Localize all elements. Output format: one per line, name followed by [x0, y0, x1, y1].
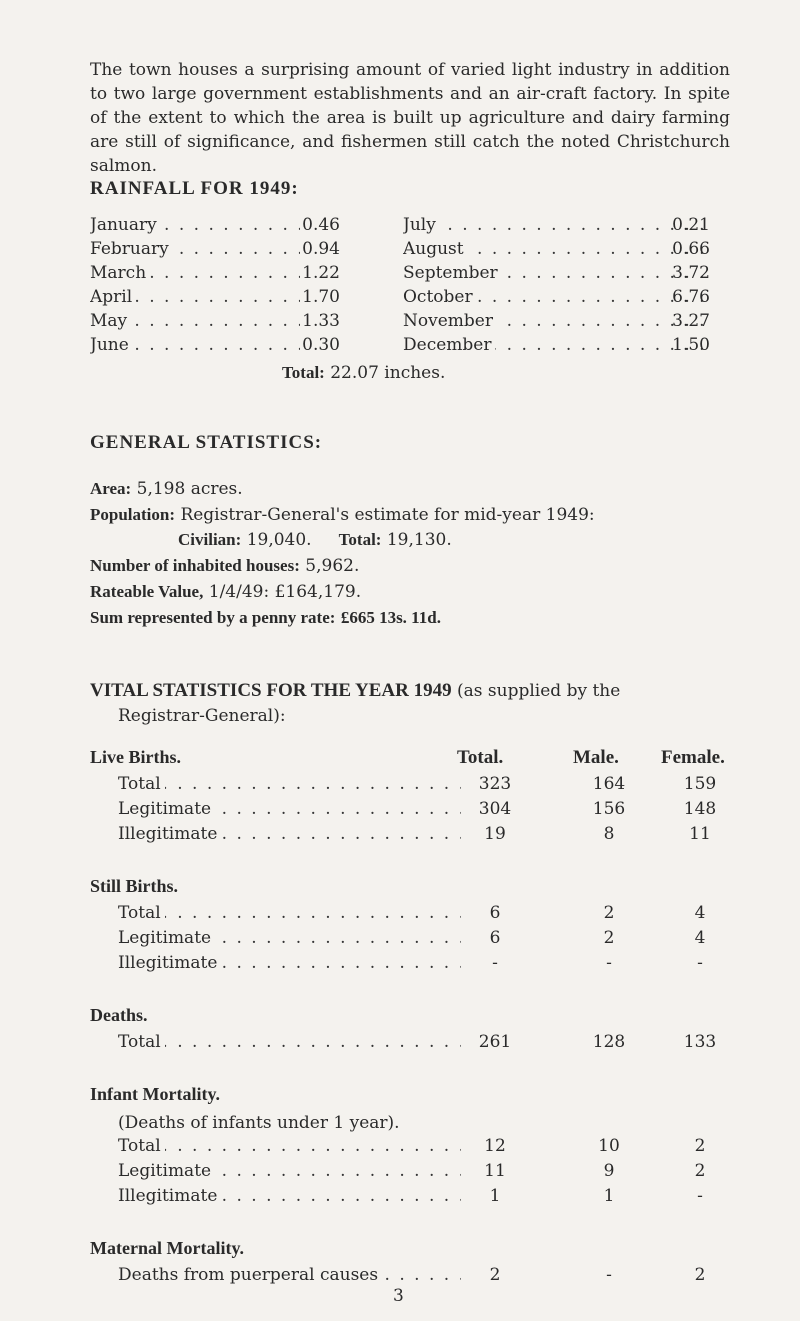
rainfall-value: 0.30 [302, 335, 340, 355]
cell-male: 8 [603, 824, 615, 844]
cell-female: 4 [694, 903, 706, 923]
col-header-male: Male. [573, 747, 619, 768]
row-label-leader [118, 1160, 461, 1182]
rainfall-value: 1.33 [302, 311, 340, 331]
col-header-female: Female. [661, 747, 725, 768]
cell-female: 159 [683, 774, 717, 794]
area-label: Area: [90, 479, 132, 498]
table-row [118, 1160, 738, 1182]
table-row [118, 1185, 738, 1207]
rainfall-month: October [403, 287, 477, 307]
row-label-leader [118, 773, 461, 795]
row-label: Total [118, 1136, 165, 1156]
cell-total: 6 [489, 903, 501, 923]
row-label-leader [118, 1031, 461, 1053]
civilian-line [178, 527, 452, 553]
rainfall-month: April [90, 287, 136, 307]
rainfall-row [90, 334, 346, 356]
rainfall-row [403, 310, 716, 332]
cell-female: 2 [694, 1136, 706, 1156]
penny-rate-value: £665 13s. 11d. [340, 608, 441, 627]
cell-total: - [492, 953, 498, 973]
vital-section-title: Maternal Mortality. [90, 1238, 244, 1258]
rainfall-value: 3.72 [672, 263, 710, 283]
row-label: Total [118, 903, 165, 923]
rainfall-row [90, 286, 346, 308]
rainfall-month: July [403, 215, 440, 235]
vital-section-title: Deaths. [90, 1005, 148, 1025]
cell-total: 261 [478, 1032, 512, 1052]
cell-male: - [606, 1265, 612, 1285]
vital-heading-note: (as supplied by the [457, 681, 621, 701]
rainfall-month: November [403, 311, 497, 331]
rainfall-row [403, 286, 716, 308]
col-header-total: Total. [457, 747, 504, 768]
cell-total: 304 [478, 799, 512, 819]
cell-female: 2 [694, 1265, 706, 1285]
table-row [118, 798, 738, 820]
rainfall-month: June [90, 335, 133, 355]
area-line [90, 476, 243, 502]
table-row [118, 927, 738, 949]
rainfall-month: August [403, 239, 468, 259]
rainfall-month: January [90, 215, 161, 235]
rainfall-month: December [403, 335, 495, 355]
population-label: Population: [90, 505, 176, 524]
cell-female: 2 [694, 1161, 706, 1181]
row-label: Illegitimate [118, 953, 221, 973]
table-row [118, 823, 738, 845]
rainfall-month: September [403, 263, 502, 283]
rainfall-row [90, 238, 346, 260]
row-label-leader [118, 1185, 461, 1207]
rainfall-value: 1.50 [672, 335, 710, 355]
cell-male: 2 [603, 928, 615, 948]
rainfall-row [403, 238, 716, 260]
cell-total: 6 [489, 928, 501, 948]
rateable-value: 1/4/49: £164,179. [208, 582, 362, 602]
row-label: Total [118, 1032, 165, 1052]
rainfall-value: 1.70 [302, 287, 340, 307]
rateable-line [90, 579, 361, 605]
rainfall-total-label: Total: [282, 363, 325, 382]
rainfall-month-leader [90, 238, 300, 260]
population-text: Registrar-General's estimate for mid-year 1949: [180, 505, 595, 525]
row-label-leader [118, 1135, 461, 1157]
cell-female: 4 [694, 928, 706, 948]
vital-heading-note-2: Registrar-General): [118, 706, 286, 726]
general-heading: GENERAL STATISTICS: [90, 432, 323, 453]
cell-male: - [606, 953, 612, 973]
cell-male: 1 [603, 1186, 615, 1206]
rainfall-month: March [90, 263, 150, 283]
row-label: Legitimate [118, 928, 215, 948]
cell-male: 128 [592, 1032, 626, 1052]
cell-male: 156 [592, 799, 626, 819]
row-label: Deaths from puerperal causes [118, 1265, 382, 1285]
penny-rate-line [90, 605, 441, 631]
rainfall-row [403, 262, 716, 284]
population-total-value: 19,130. [386, 530, 452, 550]
rainfall-row [90, 310, 346, 332]
area-value: 5,198 acres. [136, 479, 243, 499]
cell-female: 133 [683, 1032, 717, 1052]
vital-heading-line [90, 678, 620, 704]
rainfall-value: 0.46 [302, 215, 340, 235]
rainfall-month-leader [90, 334, 300, 356]
cell-male: 9 [603, 1161, 615, 1181]
penny-rate-label: Sum represented by a penny rate: [90, 608, 336, 627]
vital-heading: VITAL STATISTICS FOR THE YEAR 1949 [90, 680, 452, 701]
cell-female: - [697, 953, 703, 973]
houses-label: Number of inhabited houses: [90, 556, 300, 575]
row-label: Illegitimate [118, 1186, 221, 1206]
table-row [118, 952, 738, 974]
rainfall-value: 0.94 [302, 239, 340, 259]
row-label: Legitimate [118, 1161, 215, 1181]
civilian-value: 19,040. [246, 530, 312, 550]
rainfall-value: 1.22 [302, 263, 340, 283]
vital-section-title: Infant Mortality. [90, 1084, 220, 1104]
vital-section-title: Still Births. [90, 876, 179, 896]
row-label-leader [118, 927, 461, 949]
cell-total: 1 [489, 1186, 501, 1206]
row-label-leader [118, 902, 461, 924]
cell-total: 323 [478, 774, 512, 794]
houses-value: 5,962. [305, 556, 360, 576]
rainfall-row [90, 262, 346, 284]
civilian-label: Civilian: [178, 530, 242, 549]
row-label-leader [118, 823, 461, 845]
row-label-leader [118, 1264, 461, 1286]
rainfall-value: 6.76 [672, 287, 710, 307]
table-row [118, 1264, 738, 1286]
rainfall-month-leader [90, 214, 300, 236]
vital-section-note: (Deaths of infants under 1 year). [118, 1113, 400, 1133]
table-row [118, 1031, 738, 1053]
rainfall-value: 3.27 [672, 311, 710, 331]
cell-female: 11 [689, 824, 711, 844]
rainfall-month-leader [90, 310, 300, 332]
houses-line [90, 553, 359, 579]
cell-total: 19 [484, 824, 506, 844]
rainfall-total [282, 360, 445, 386]
row-label-leader [118, 952, 461, 974]
population-total-label: Total: [338, 530, 382, 549]
rainfall-month-leader [90, 262, 300, 284]
rainfall-month-leader [90, 286, 300, 308]
rainfall-row [90, 214, 346, 236]
cell-male: 2 [603, 903, 615, 923]
cell-total: 12 [484, 1136, 506, 1156]
row-label: Legitimate [118, 799, 215, 819]
table-row [118, 773, 738, 795]
cell-female: 148 [683, 799, 717, 819]
row-label: Illegitimate [118, 824, 221, 844]
rainfall-row [403, 214, 716, 236]
rainfall-row [403, 334, 716, 356]
row-label-leader [118, 798, 461, 820]
cell-male: 164 [592, 774, 626, 794]
rainfall-month: May [90, 311, 131, 331]
rainfall-total-value: 22.07 inches. [330, 363, 446, 383]
rainfall-value: 0.21 [672, 215, 710, 235]
table-row [118, 1135, 738, 1157]
rateable-label: Rateable Value, [90, 582, 204, 601]
cell-total: 2 [489, 1265, 501, 1285]
rainfall-heading: RAINFALL FOR 1949: [90, 178, 299, 199]
page-number: 3 [393, 1286, 404, 1306]
row-label: Total [118, 774, 165, 794]
table-row [118, 902, 738, 924]
population-line [90, 502, 595, 528]
vital-section-title: Live Births. [90, 747, 182, 767]
cell-male: 10 [598, 1136, 620, 1156]
rainfall-value: 0.66 [672, 239, 710, 259]
cell-total: 11 [484, 1161, 506, 1181]
rainfall-month: February [90, 239, 173, 259]
cell-female: - [697, 1186, 703, 1206]
intro-paragraph: The town houses a surprising amount of varied light industry in addition to two large government establishments and an air-craft factory. In spite of the extent to which the area is built up agriculture and dairy farming are still of significance, and fishermen still catch the noted Christchurch salmon. [90, 60, 730, 176]
